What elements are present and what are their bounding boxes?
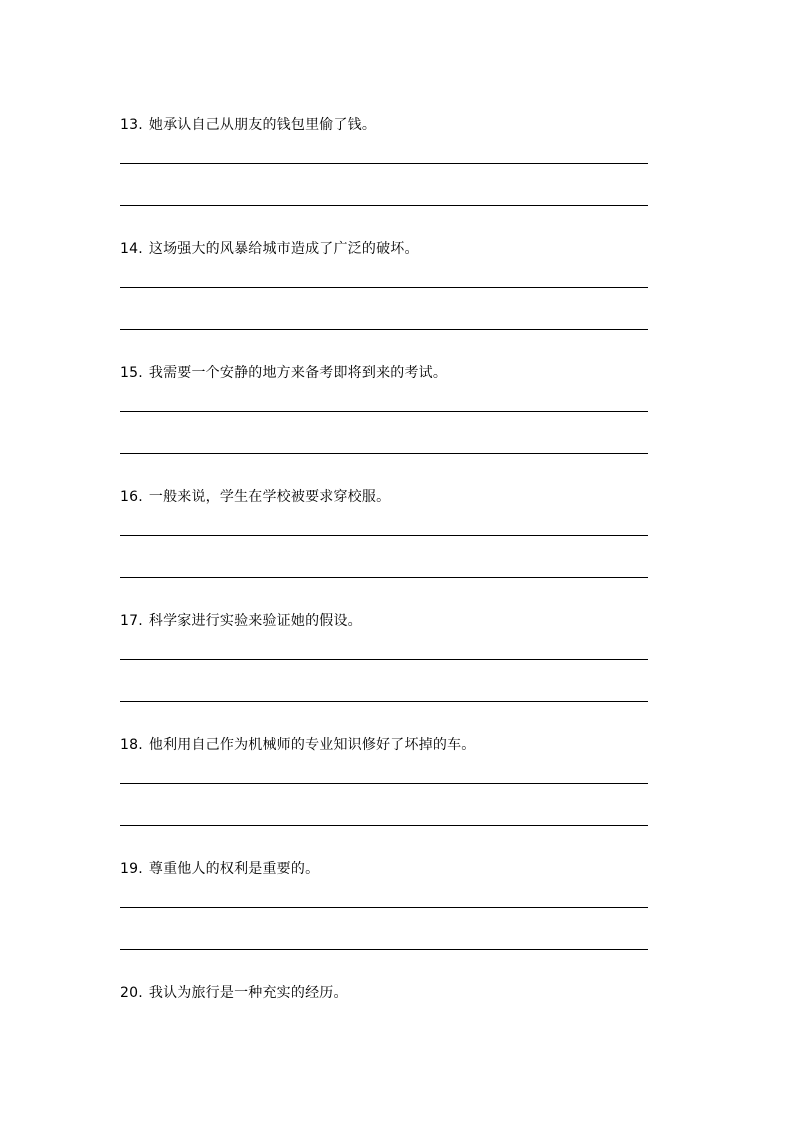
question-number: 14. (120, 241, 143, 257)
question-text (120, 240, 419, 258)
question-text (120, 116, 376, 134)
answer-line[interactable] (120, 783, 648, 784)
question-number: 20. (120, 985, 143, 1001)
answer-line[interactable] (120, 949, 648, 950)
question-text (120, 612, 362, 630)
question-sentence: 我认为旅行是一种充实的经历。 (148, 985, 348, 1001)
question-sentence: 我需要一个安静的地方来备考即将到来的考试。 (148, 365, 448, 381)
answer-line[interactable] (120, 825, 648, 826)
question-sentence: 一般来说，学生在学校被要求穿校服。 (148, 489, 391, 505)
answer-line[interactable] (120, 577, 648, 578)
question-number: 16. (120, 489, 143, 505)
question-number: 17. (120, 613, 143, 629)
answer-line[interactable] (120, 535, 648, 536)
question-text (120, 860, 319, 878)
answer-line[interactable] (120, 163, 648, 164)
question-text (120, 364, 447, 382)
answer-line[interactable] (120, 453, 648, 454)
answer-line[interactable] (120, 907, 648, 908)
question-number: 15. (120, 365, 143, 381)
question-sentence: 科学家进行实验来验证她的假设。 (148, 613, 362, 629)
question-sentence: 她承认自己从朋友的钱包里偷了钱。 (148, 117, 377, 133)
question-text (120, 984, 348, 1002)
answer-line[interactable] (120, 205, 648, 206)
question-sentence: 尊重他人的权利是重要的。 (148, 861, 320, 877)
question-number: 19. (120, 861, 143, 877)
question-sentence: 他利用自己作为机械师的专业知识修好了坏掉的车。 (148, 737, 476, 753)
question-text (120, 488, 390, 506)
question-number: 13. (120, 117, 143, 133)
question-sentence: 这场强大的风暴给城市造成了广泛的破坏。 (148, 241, 419, 257)
question-number: 18. (120, 737, 143, 753)
question-text (120, 736, 475, 754)
answer-line[interactable] (120, 701, 648, 702)
answer-line[interactable] (120, 329, 648, 330)
answer-line[interactable] (120, 411, 648, 412)
answer-line[interactable] (120, 659, 648, 660)
answer-line[interactable] (120, 287, 648, 288)
